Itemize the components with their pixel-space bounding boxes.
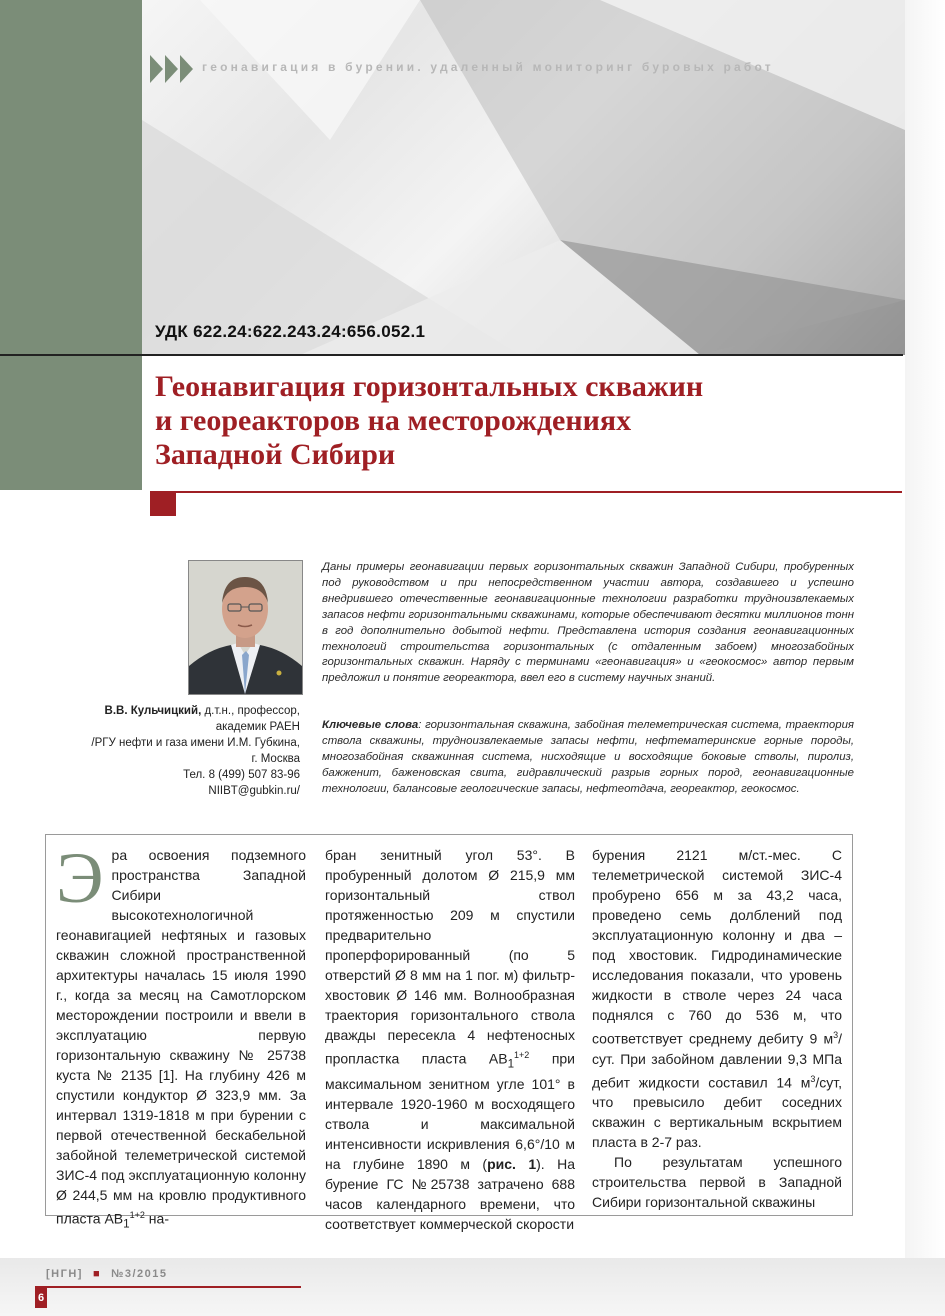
issue-number: №3/2015 xyxy=(111,1268,168,1280)
author-degree: д.т.н., профессор, xyxy=(204,705,300,717)
author-affiliation: /РГУ нефти и газа имени И.М. Губкина, xyxy=(91,737,300,749)
body-text: /сут. При забойном давлении 9,3 МПа дебит жидкости составил 14 м xyxy=(592,1030,842,1091)
left-accent-band xyxy=(0,0,142,490)
author-info xyxy=(60,703,300,799)
footer-journal xyxy=(46,1268,168,1280)
keywords-label: Ключевые слова xyxy=(322,719,419,731)
article-title xyxy=(155,370,855,472)
superscript: 1+2 xyxy=(514,1050,530,1060)
title-marker xyxy=(150,491,176,516)
body-text: ). На бурение ГС №25738 затрачено 688 часов календарного времени, что соответствует коммерческой скорости xyxy=(325,1156,576,1233)
figure-reference: рис. 1 xyxy=(487,1156,537,1173)
subscript: 1 xyxy=(507,1057,515,1071)
section-heading: геонавигация в бурении. удаленный мониторинг буровых работ xyxy=(202,60,774,74)
author-phone: Тел. 8 (499) 507 83-96 xyxy=(183,769,300,781)
section-arrows-icon xyxy=(150,55,198,88)
author-photo xyxy=(188,560,303,695)
author-title: академик РАЕН xyxy=(215,721,300,733)
superscript: 1+2 xyxy=(129,1210,145,1220)
body-text: /сут, что превысило дебит соседних скважин с вертикальным вскрытием пласта в 2-7 раз. xyxy=(592,1074,842,1151)
author-city: г. Москва xyxy=(251,753,300,765)
keywords-text: : горизонтальная скважина, забойная телеметрическая система, траектория ствола скважины, трудноизвлекаемые запасы нефти, нефтематеринские горные породы, многозабойная скважинная система, нисходящие и восходящие боковые стволы, пиролиз, бажженит, баженовская свита, гидравлический разрыв горных пород, геонавигационные технологии, балансовые геологические запасы, нефтеотдача, геореактор, геокосмос. xyxy=(322,719,854,795)
subscript: 1 xyxy=(123,1217,130,1231)
page-number: 6 xyxy=(35,1288,47,1308)
page-edge-strip xyxy=(905,0,945,1316)
body-text: при максимальном зенитном угле 101° в интервале 1920-1960 м восходящего ствола и максимальной интенсивности искривления 6,6°/10 м на глубине 1890 м ( xyxy=(325,1050,576,1173)
udk-code: УДК 622.24:622.243.24:656.052.1 xyxy=(155,322,426,341)
body-text: на- xyxy=(144,1210,169,1227)
author-email: NIIBT@gubkin.ru/ xyxy=(208,785,300,797)
body-column-1 xyxy=(56,838,306,1234)
divider xyxy=(0,354,903,356)
author-name-line xyxy=(60,703,300,719)
title-line: и геореакторов на месторождениях xyxy=(155,404,632,437)
journal-name: [НГН] xyxy=(46,1268,83,1280)
keywords xyxy=(322,718,854,798)
superscript: 3 xyxy=(810,1073,816,1084)
body-paragraph: По результатам успешного строительства первой в Западной Сибири горизонтальной скважины xyxy=(592,1154,842,1211)
body-text: бран зенитный угол 53°. В пробуренный долотом Ø 215,9 мм горизонтальный ствол протяженностью 209 м спустили предварительно проперфорированный (по 5 отверстий Ø 8 мм на 1 пог. м) фильтр-хвостовик Ø 146 мм. Волнообразная траектория горизонтального ствола дважды пересекла 4 нефтеносных пропластка пласта АВ xyxy=(325,847,575,1067)
author-name: В.В. Кульчицкий, xyxy=(104,705,202,717)
body-text: ра освоения подземного пространства Западной Сибири высокотехнологичной геонавигацией нефтяных и газовых скважин сложной пространственной архитектуры началась 15 июля 1990 г., когда за месяц на Самотлорском месторождении построили и ввели в эксплуатацию первую горизонтальную скважину № 25738 куста № 2135 [1]. На глубину 426 м спустили кондуктор Ø 323,9 мм. За интервал 1319-1818 м при бурении с первой отечественной бескабельной забойной телеметрической системой ЗИС-4 под эксплуатационную колонну Ø 244,5 мм на кровлю продуктивного пласта АВ xyxy=(56,847,306,1227)
body-column-2 xyxy=(325,845,575,1234)
body-text: бурения 2121 м/ст.-мес. С телеметрической системой ЗИС-4 пробурено 656 м за 43,2 часа, проведено семь долблений под эксплуатационную колонну и два – под хвостовик. Гидродинамические исследования показали, что уровень жидкости в стволе через 24 часа поднялся с 760 до 536 м, что соответствует среднему дебиту 9 м xyxy=(592,847,842,1047)
title-rule xyxy=(150,491,902,493)
abstract: Даны примеры геонавигации первых горизонтальных скважин Западной Сибири, пробуренных под руководством и при непосредственном участии автора, создавшего и успешно внедрившего отечественные геонавигационные технологии разработки трудноизвлекаемых запасов нефти горизонтальными скважинами, которые обеспечивают десятки миллионов тонн в год дополнительно добытой нефти. Представлена история создания геонавигационных технологий строительства горизонтальных (с отдаленным забоем) многозабойных горизонтальных скважин. Наряду с терминами «геонавигация» и «геокосмос» автор первым предложил и понятие геореактора, ввел его в систему научных знаний. xyxy=(322,561,854,685)
drop-cap: Э xyxy=(56,838,104,918)
footer-separator: ■ xyxy=(92,1268,102,1280)
body-column-3 xyxy=(592,845,842,1212)
title-line: Геонавигация горизонтальных скважин xyxy=(155,370,704,403)
title-line: Западной Сибири xyxy=(155,438,396,471)
footer-rule xyxy=(35,1286,301,1288)
superscript: 3 xyxy=(833,1030,839,1040)
